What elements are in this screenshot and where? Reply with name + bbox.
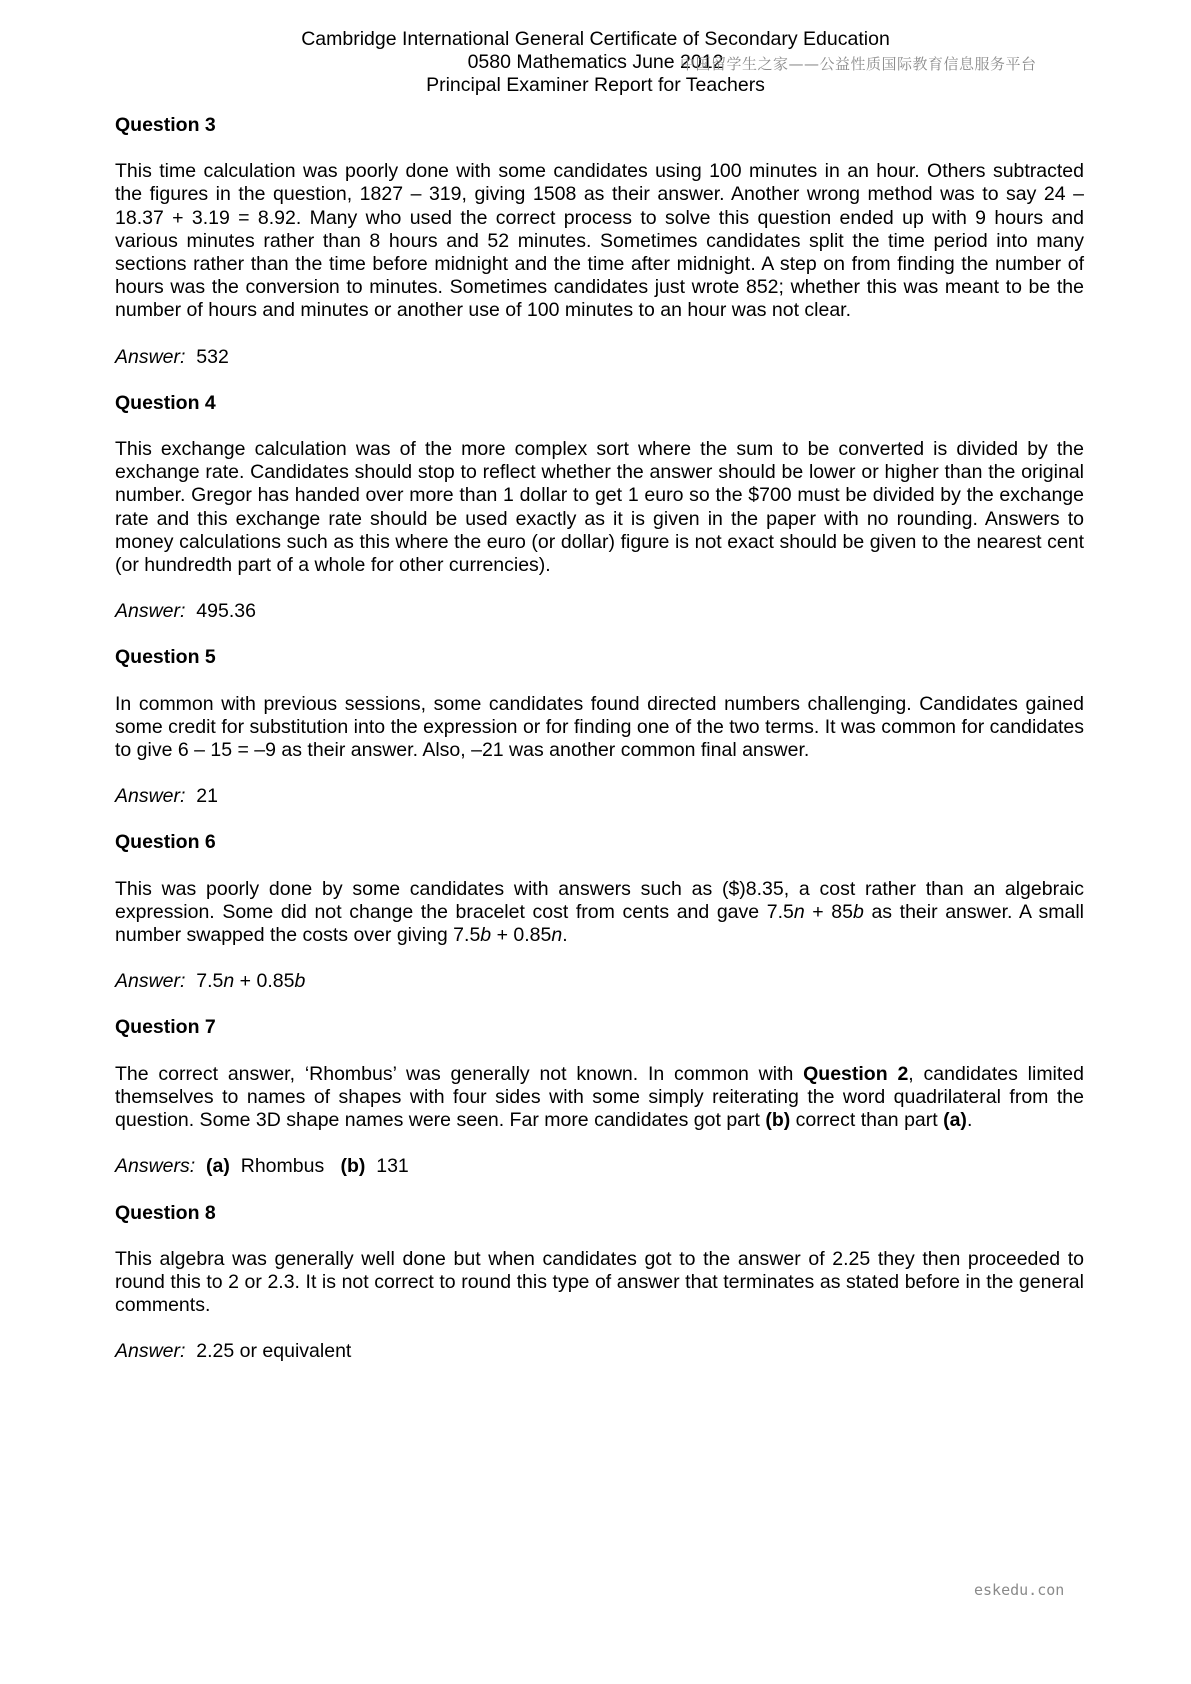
answer-label: Answer:: [115, 600, 186, 623]
question-reference: Question 2: [803, 1062, 909, 1085]
question-7-section: [115, 1016, 1084, 1178]
report-content: [115, 114, 1084, 1387]
variable-n: n: [551, 924, 563, 947]
question-7-body: [115, 1063, 1084, 1133]
question-8-title: Question 8: [115, 1201, 216, 1224]
answer-label: Answer:: [115, 1340, 186, 1363]
answer-label: Answer:: [115, 345, 186, 368]
variable-b: b: [480, 924, 492, 947]
answer-value: 21: [196, 785, 218, 808]
answer-value: 2.25 or equivalent: [196, 1340, 352, 1363]
question-4-title: Question 4: [115, 391, 216, 414]
question-3-body: This time calculation was poorly done with some candidates using 100 minutes in an hour. Others subtracted the figures in the question, 1827 – 319, giving 1508 as their answer. Another wrong method was to say 24 – 18.37 + 3.19 = 8.92. Many who used the correct process to solve this question ended up with 9 hours and various minutes rather than 8 hours and 52 minutes. Sometimes candidates split the time period into many sections rather than the time before midnight and the time after midnight. A step on from finding the number of hours was the conversion to minutes. Sometimes candidates just wrote 852; whether this was meant to be the number of hours and minutes or another use of 100 minutes to an hour was not clear.: [115, 160, 1084, 322]
answer-label: Answers:: [115, 1155, 196, 1178]
body-text: + 0.85: [491, 924, 552, 947]
part-reference: (b): [765, 1109, 791, 1132]
header-syllabus: 0580 Mathematics June 2012: [467, 51, 724, 73]
body-text: This was poorly done by some candidates with answers such as ($)8.35, a cost rather than an algebraic expression. Some did not change the bracelet cost from cents and gave 7.5: [115, 877, 1084, 923]
question-5-body: In common with previous sessions, some candidates found directed numbers challenging. Candidates gained some credit for substitution into the expression or for finding one of the two terms. It was common for candidates to give 6 – 15 = –9 as their answer. Also, –21 was another common final answer.: [115, 692, 1084, 762]
body-text: correct than part: [790, 1109, 944, 1132]
question-5-section: [115, 646, 1084, 808]
question-3-section: [115, 114, 1084, 369]
variable-b: b: [853, 900, 864, 923]
answer-label: Answer:: [115, 970, 186, 993]
variable-n: n: [793, 900, 805, 923]
variable-b: b: [294, 970, 306, 993]
body-text: + 85: [804, 900, 853, 923]
footer-watermark: eskedu.con: [974, 1581, 1065, 1599]
question-8-section: [115, 1202, 1084, 1364]
question-4-section: [115, 392, 1084, 624]
question-6-section: [115, 831, 1084, 993]
question-6-body: [115, 878, 1084, 948]
question-8-answer: [115, 1340, 1084, 1363]
question-5-answer: [115, 785, 1084, 808]
question-4-answer: [115, 600, 1084, 623]
watermark-text: 中国留学生之家——公益性质国际教育信息服务平台: [680, 55, 1037, 73]
body-text: .: [562, 924, 568, 947]
body-text: .: [966, 1109, 973, 1132]
answer-value: 532: [196, 345, 229, 368]
part-b-answer: 131: [376, 1155, 409, 1178]
variable-n: n: [223, 970, 235, 993]
question-4-body: This exchange calculation was of the more complex sort where the sum to be converted is divided by the exchange rate. Candidates should stop to reflect whether the answer should be lower or higher than the original number. Gregor has handed over more than 1 dollar to get 1 euro so the $700 must be divided by the exchange rate and this exchange rate should be used exactly as it is given in the paper with no rounding. Answers to money calculations such as this where the euro (or dollar) figure is not exact should be given to the nearest cent (or hundredth part of a whole for other currencies).: [115, 438, 1084, 577]
question-3-answer: [115, 346, 1084, 369]
question-6-title: Question 6: [115, 831, 216, 854]
header-qualification: Cambridge International General Certificate of Secondary Education: [301, 28, 890, 50]
question-5-title: Question 5: [115, 646, 216, 669]
answer-label: Answer:: [115, 785, 186, 808]
answer-text: + 0.85: [234, 970, 295, 993]
part-a-label: (a): [206, 1155, 230, 1178]
question-8-body: This algebra was generally well done but when candidates got to the answer of 2.25 they then proceeded to round this to 2 or 2.3. It is not correct to round this type of answer that terminates as stated before in the general comments.: [115, 1247, 1084, 1317]
part-reference: (a): [943, 1109, 967, 1132]
answer-text: 7.5: [196, 970, 224, 993]
answer-value: 495.36: [196, 600, 256, 623]
answer-value: [196, 970, 305, 992]
body-text: The correct answer, ‘Rhombus’ was generally not known. In common with: [115, 1062, 804, 1085]
part-b-label: (b): [340, 1155, 366, 1178]
question-6-answer: [115, 970, 1084, 993]
question-3-title: Question 3: [115, 114, 216, 136]
question-7-answer: [115, 1155, 1084, 1178]
body-text: as their answer. A small number swapped the costs over giving 7.5: [115, 900, 1084, 947]
body-text: , candidates limited themselves to names of shapes with four sides with some simply reiterating the word quadrilateral from the question. Some 3D shape names were seen. Far more candidates got part: [115, 1062, 1085, 1132]
question-7-title: Question 7: [115, 1016, 216, 1039]
header-report-title: Principal Examiner Report for Teachers: [426, 74, 765, 96]
part-a-answer: Rhombus: [240, 1155, 325, 1178]
